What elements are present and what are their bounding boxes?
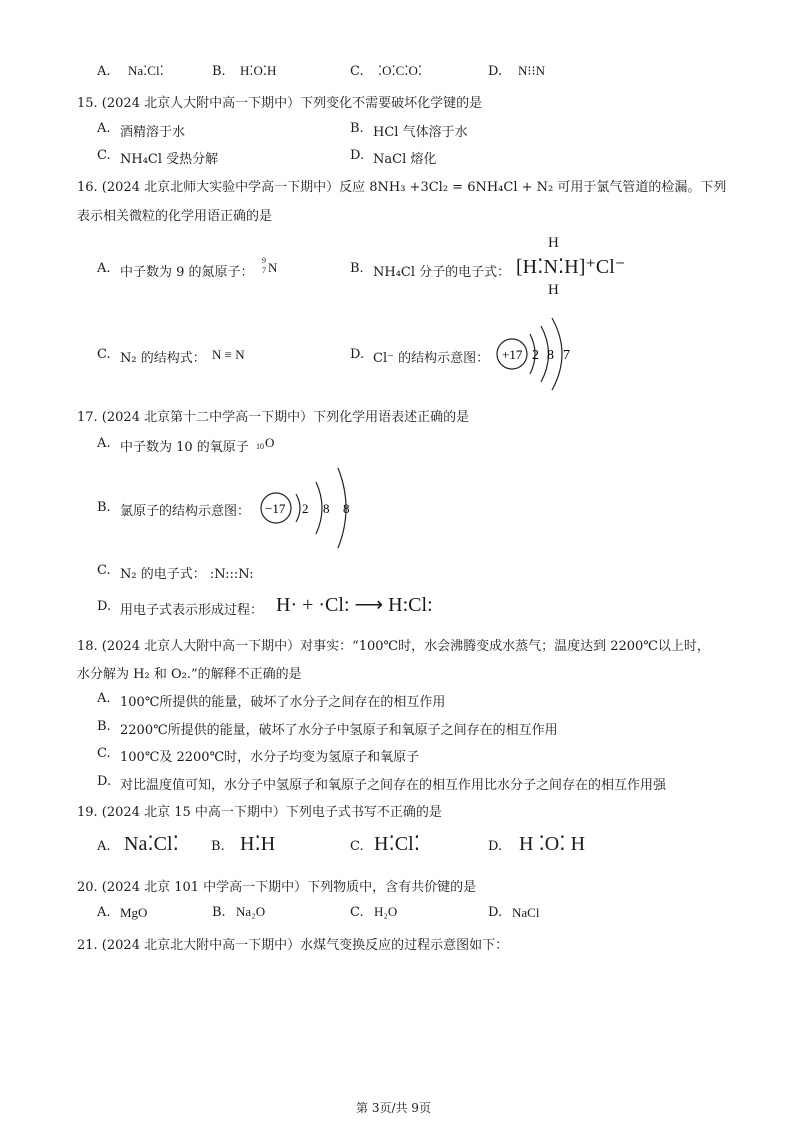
q15-option-b-text: HCl 气体溶于水 — [373, 125, 468, 140]
q18-option-a-label: A. — [97, 691, 111, 706]
q20-option-b-text: Na₂O — [236, 904, 266, 919]
q16-option-a-label: A. — [97, 261, 111, 276]
q19-option-c-label: C. — [350, 839, 364, 854]
q15-option-a-label: A. — [97, 121, 111, 136]
q17-option-c-label: C. — [97, 563, 111, 578]
q17-option-d-label: D. — [97, 599, 112, 614]
q18-option-c-text: 100℃及 2200℃时，水分子均变为氢原子和氧原子 — [120, 750, 420, 765]
q16-option-c-formula: N ≡ N — [212, 347, 245, 362]
q19-option-b-formula: H⁚H — [240, 833, 276, 855]
q17-option-a-sub: 10 — [256, 442, 264, 451]
q17-chlorine-atom-diagram — [256, 466, 356, 550]
q16-chloride-ion-diagram — [494, 316, 584, 392]
q14-option-b-label: B. — [212, 64, 226, 79]
q18-option-d-text: 对比温度值可知，水分子中氢原子和氧原子之间存在的相互作用比水分子之间存在的相互作用强 — [120, 778, 667, 793]
q15-option-b-label: B. — [350, 121, 364, 136]
q15-option-d-label: D. — [350, 148, 365, 163]
q20-option-b-label: B. — [212, 905, 226, 920]
q17-option-d-text: 用电子式表示形成过程： — [120, 603, 264, 618]
q18-option-b-label: B. — [97, 719, 111, 734]
q14-option-d-formula: N⁝⁝N — [518, 63, 546, 78]
q16-option-a-atomic-number: 7 — [262, 266, 266, 275]
q17-title: 17. (2024 北京第十二中学高一下期中）下列化学用语表述正确的是 — [77, 410, 470, 425]
q16-title-line2: 表示相关微粒的化学用语正确的是 — [77, 209, 273, 224]
q16-option-b-top-h: H — [548, 235, 559, 251]
q16-option-d-text: Cl⁻ 的结构示意图： — [373, 351, 490, 366]
q15-option-a-text: 酒精溶于水 — [120, 125, 186, 140]
q14-option-c-label: C. — [350, 64, 364, 79]
q16-option-c-label: C. — [97, 347, 111, 362]
q18-option-a-text: 100℃所提供的能量，破坏了水分子之间存在的相互作用 — [120, 695, 446, 710]
q14-option-a-label: A. — [97, 64, 111, 79]
q19-option-d-formula: H ⁚O⁚ H — [519, 833, 586, 855]
q14-option-d-label: D. — [488, 64, 503, 79]
q17-option-a-text: 中子数为 10 的氧原子 — [120, 440, 249, 455]
q19-title: 19. (2024 北京 15 中高一下期中）下列电子式书写不正确的是 — [77, 805, 442, 820]
q17-shell-2-count: 8 — [323, 501, 330, 516]
q17-option-a-label: A. — [97, 436, 111, 451]
q21-title: 21. (2024 北京北大附中高一下期中）水煤气变换反应的过程示意图如下： — [77, 938, 509, 953]
q16-shell-2-count: 8 — [547, 348, 554, 363]
q16-option-b-label: B. — [350, 261, 364, 276]
q14-option-c-formula: ⁚O⁚C⁚O⁚ — [378, 63, 422, 78]
q16-option-b-bottom-h: H — [548, 282, 559, 298]
electron-shell-1 — [296, 494, 300, 522]
q17-option-b-text: 氯原子的结构示意图： — [120, 504, 251, 519]
q16-option-b-text: NH₄Cl 分子的电子式： — [373, 265, 511, 280]
q19-option-d-label: D. — [488, 839, 503, 854]
q18-option-d-label: D. — [97, 774, 112, 789]
q14-option-b-formula: H⁚O⁚H — [240, 63, 277, 78]
q17-option-d-formula: H· + ·Cl: ⟶ H:Cl: — [276, 594, 433, 616]
q20-option-d-label: D. — [488, 905, 503, 920]
q18-option-c-label: C. — [97, 746, 111, 761]
q16-option-a-text: 中子数为 9 的氮原子： — [120, 265, 254, 280]
q14-option-a-formula: Na⁚Cl⁚ — [128, 63, 164, 78]
q16-option-a-nuclide: N — [268, 260, 278, 275]
q16-title-line1: 16. (2024 北京北师大实验中学高一下期中）反应 8NH₃ +3Cl₂ = 6NH₄Cl + N₂ 可用于氯气管道的检漏。下列 — [77, 180, 727, 195]
q17-option-a-nuclide: O — [265, 435, 275, 450]
q20-title: 20. (2024 北京 101 中学高一下期中）下列物质中，含有共价键的是 — [77, 880, 477, 895]
q19-option-b-label: B. — [211, 839, 225, 854]
q19-option-a-formula: Na⁚Cl⁚ — [124, 833, 179, 855]
q20-option-d-text: NaCl — [512, 905, 540, 920]
q17-nucleus-charge: −17 — [265, 501, 286, 516]
q15-option-d-text: NaCl 熔化 — [373, 152, 437, 167]
q20-option-a-label: A. — [97, 905, 111, 920]
q20-option-c-text: H₂O — [374, 904, 398, 919]
q20-option-c-label: C. — [350, 905, 364, 920]
q16-option-d-label: D. — [350, 347, 365, 362]
q16-option-c-text: N₂ 的结构式： — [120, 351, 206, 366]
q19-option-c-formula: H⁚Cl⁚ — [374, 833, 421, 855]
q19-option-a-label: A. — [97, 839, 111, 854]
q16-shell-1-count: 2 — [532, 348, 539, 363]
q18-title-line1: 18. (2024 北京人大附中高一下期中）对事实：“100℃时，水会沸腾变成水蒸气；温度达到 2200℃以上时， — [77, 639, 710, 654]
q15-option-c-text: NH₄Cl 受热分解 — [120, 152, 219, 167]
electron-shell-2 — [316, 482, 322, 534]
q16-nucleus-charge: +17 — [502, 347, 523, 362]
q18-option-b-text: 2200℃所提供的能量，破坏了水分子中氢原子和氧原子之间存在的相互作用 — [120, 723, 558, 738]
q15-option-c-label: C. — [97, 148, 111, 163]
q15-title: 15. (2024 北京人大附中高一下期中）下列变化不需要破坏化学键的是 — [77, 96, 483, 111]
q17-option-c-text: N₂ 的电子式： :N:::N: — [120, 567, 254, 582]
q17-shell-1-count: 2 — [302, 501, 309, 516]
q17-option-b-label: B. — [97, 500, 111, 515]
q20-option-a-text: MgO — [120, 905, 148, 920]
q18-title-line2: 水分解为 H₂ 和 O₂.”的解释不正确的是 — [77, 667, 302, 682]
q17-shell-3-count: 8 — [343, 501, 350, 516]
q16-option-a-mass-number: 9 — [262, 256, 266, 265]
page-number: 第 3页/共 9页 — [356, 1101, 431, 1115]
q16-shell-3-count: 7 — [563, 348, 570, 363]
q16-option-b-formula: [H⁚N⁚H]⁺Cl⁻ — [516, 256, 626, 278]
